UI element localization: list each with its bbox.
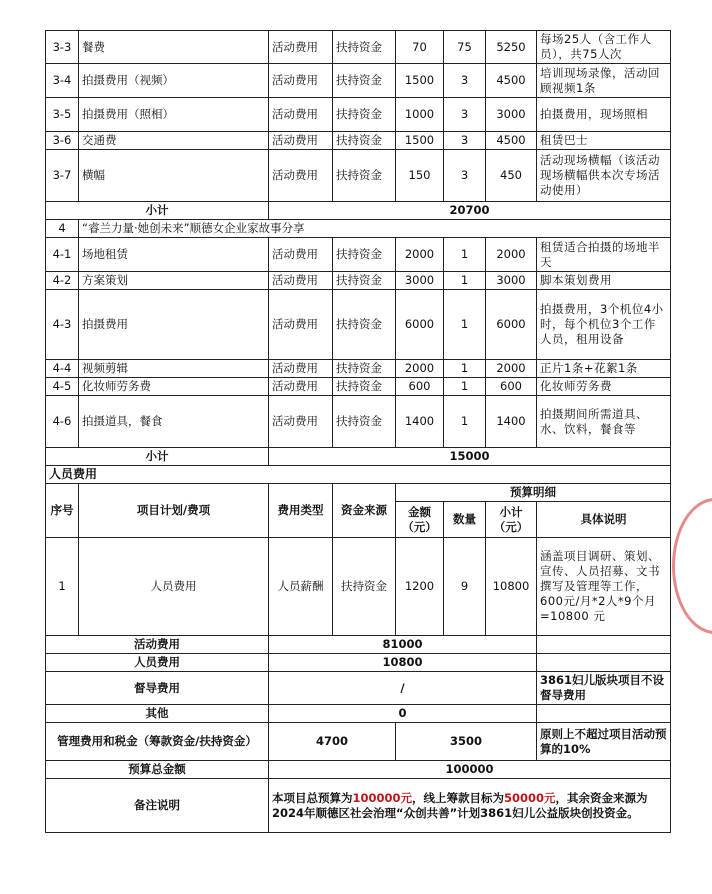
summary-value: 81000: [269, 636, 537, 654]
row-description: 正片1条+花絮1条: [537, 360, 671, 378]
row-number: 4-4: [46, 360, 79, 378]
row-item: 视频剪辑: [79, 360, 269, 378]
row-subtotal: 4500: [486, 64, 537, 98]
budget-item-row: [46, 396, 671, 448]
row-number: 4-1: [46, 238, 79, 272]
header-qty: 数量: [444, 502, 486, 538]
budget-item-row: [46, 98, 671, 132]
row-amount: 1500: [396, 132, 444, 150]
row-fund: 扶持资金: [333, 150, 396, 202]
row-subtotal: 600: [486, 378, 537, 396]
management-fee-label: 管理费用和税金（筹款资金/扶持资金）: [46, 723, 269, 761]
row-fund: 扶持资金: [333, 272, 396, 290]
row-fund: 扶持资金: [333, 290, 396, 360]
row-subtotal: 4500: [486, 132, 537, 150]
section4-number: 4: [46, 220, 79, 238]
summary-value: /: [269, 672, 537, 705]
section3-rows: [46, 31, 671, 202]
row-item: 横幅: [79, 150, 269, 202]
row-type: 活动费用: [269, 150, 333, 202]
personnel-fund: 扶持资金: [333, 538, 396, 636]
row-amount: 150: [396, 150, 444, 202]
subtotal-row-3: [46, 202, 671, 220]
summary-row: [46, 636, 671, 654]
row-amount: 1000: [396, 98, 444, 132]
personnel-item: 人员费用: [79, 538, 269, 636]
subtotal-label: 小计: [46, 448, 269, 466]
row-amount: 70: [396, 31, 444, 64]
remarks-online-target: 50000元: [504, 790, 556, 805]
official-seal-partial: [672, 498, 712, 634]
row-description: 脚本策划费用: [537, 272, 671, 290]
summary-row: [46, 705, 671, 723]
budget-item-row: [46, 150, 671, 202]
management-fee-row: [46, 723, 671, 761]
row-description: 租赁巴士: [537, 132, 671, 150]
summary-label: 督导费用: [46, 672, 269, 705]
header-no: 序号: [46, 484, 79, 538]
summary-row: [46, 672, 671, 705]
summary-row: [46, 654, 671, 672]
row-subtotal: 450: [486, 150, 537, 202]
section4-title: “睿兰力量·她创未来”顺德女企业家故事分享: [79, 220, 671, 238]
row-fund: 扶持资金: [333, 378, 396, 396]
row-number: 3-6: [46, 132, 79, 150]
header-desc: 具体说明: [537, 502, 671, 538]
section4-rows: [46, 238, 671, 448]
summary-rows: [46, 636, 671, 723]
row-qty: 1: [444, 360, 486, 378]
section4-header-row: [46, 220, 671, 238]
row-description: 拍摄费用，现场照相: [537, 98, 671, 132]
personnel-no: 1: [46, 538, 79, 636]
row-amount: 1500: [396, 64, 444, 98]
row-fund: 扶持资金: [333, 396, 396, 448]
row-number: 4-5: [46, 378, 79, 396]
total-budget-label: 预算总金额: [46, 761, 269, 779]
summary-label: 活动费用: [46, 636, 269, 654]
row-type: 活动费用: [269, 272, 333, 290]
row-amount: 2000: [396, 238, 444, 272]
remarks-text: [269, 779, 671, 833]
row-type: 活动费用: [269, 64, 333, 98]
row-qty: 3: [444, 150, 486, 202]
personnel-subtotal: 10800: [486, 538, 537, 636]
row-amount: 3000: [396, 272, 444, 290]
remarks-total-amount: 100000元: [352, 790, 413, 805]
row-qty: 3: [444, 132, 486, 150]
budget-item-row: [46, 64, 671, 98]
row-item: 方案策划: [79, 272, 269, 290]
total-budget-row: [46, 761, 671, 779]
budget-item-row: [46, 272, 671, 290]
header-type: 费用类型: [269, 484, 333, 538]
summary-label: 人员费用: [46, 654, 269, 672]
header-budget-detail: 预算明细: [396, 484, 671, 502]
personnel-section-row: [46, 466, 671, 484]
row-number: 3-7: [46, 150, 79, 202]
row-fund: 扶持资金: [333, 31, 396, 64]
remarks-label: 备注说明: [46, 779, 269, 833]
row-number: 3-5: [46, 98, 79, 132]
budget-item-row: [46, 290, 671, 360]
row-number: 3-3: [46, 31, 79, 64]
row-fund: 扶持资金: [333, 64, 396, 98]
summary-note: [537, 636, 671, 654]
management-fee-support: 3500: [396, 723, 537, 761]
row-type: 活动费用: [269, 98, 333, 132]
row-qty: 3: [444, 64, 486, 98]
row-item: 拍摄费用: [79, 290, 269, 360]
row-type: 活动费用: [269, 132, 333, 150]
personnel-type: 人员薪酬: [269, 538, 333, 636]
management-fee-note: 原则上不超过项目活动预算的10%: [537, 723, 671, 761]
budget-item-row: [46, 360, 671, 378]
row-type: 活动费用: [269, 396, 333, 448]
row-amount: 2000: [396, 360, 444, 378]
personnel-desc: 涵盖项目调研、策划、宣传、人员招募、文书撰写及管理等工作，600元/月*2人*9个月=10800 元: [537, 538, 671, 636]
row-qty: 1: [444, 396, 486, 448]
row-item: 餐费: [79, 31, 269, 64]
row-item: 场地租赁: [79, 238, 269, 272]
row-subtotal: 1400: [486, 396, 537, 448]
row-qty: 1: [444, 272, 486, 290]
row-number: 4-2: [46, 272, 79, 290]
header-item: 项目计划/费项: [79, 484, 269, 538]
row-qty: 1: [444, 238, 486, 272]
row-subtotal: 3000: [486, 98, 537, 132]
header-fund: 资金来源: [333, 484, 396, 538]
row-qty: 1: [444, 378, 486, 396]
row-description: 拍摄费用，3个机位4小时，每个机位3个工作人员，租用设备: [537, 290, 671, 360]
row-qty: 1: [444, 290, 486, 360]
personnel-header-row-1: [46, 484, 671, 502]
row-type: 活动费用: [269, 378, 333, 396]
budget-item-row: [46, 238, 671, 272]
row-item: 交通费: [79, 132, 269, 150]
row-type: 活动费用: [269, 360, 333, 378]
budget-item-row: [46, 31, 671, 64]
row-description: 租赁适合拍摄的场地半天: [537, 238, 671, 272]
row-description: 培训现场录像，活动回顾视频1条: [537, 64, 671, 98]
summary-note: [537, 654, 671, 672]
summary-note: [537, 705, 671, 723]
row-item: 化妆师劳务费: [79, 378, 269, 396]
row-subtotal: 6000: [486, 290, 537, 360]
total-budget-value: 100000: [269, 761, 671, 779]
remarks-text-part-3: ，其余资金来源为2024年顺德区社会治理“众创共善”计划3861妇儿公益版块创投资金。: [272, 790, 648, 820]
row-subtotal: 2000: [486, 360, 537, 378]
remarks-text-part-2: ，线上筹款目标为: [412, 790, 505, 805]
summary-note: 3861妇儿版块项目不设督导费用: [537, 672, 671, 705]
row-item: 拍摄道具，餐食: [79, 396, 269, 448]
row-subtotal: 2000: [486, 238, 537, 272]
row-description: 拍摄期间所需道具、水、饮料，餐食等: [537, 396, 671, 448]
header-amount: 金额（元）: [396, 502, 444, 538]
summary-label: 其他: [46, 705, 269, 723]
row-amount: 1400: [396, 396, 444, 448]
row-number: 4-3: [46, 290, 79, 360]
row-type: 活动费用: [269, 290, 333, 360]
row-description: 每场25人（含工作人员），共75人次: [537, 31, 671, 64]
budget-table: [45, 30, 671, 833]
management-fee-raised: 4700: [269, 723, 396, 761]
row-item: 拍摄费用（照相）: [79, 98, 269, 132]
row-qty: 75: [444, 31, 486, 64]
subtotal-value: 20700: [269, 202, 671, 220]
row-type: 活动费用: [269, 31, 333, 64]
row-subtotal: 3000: [486, 272, 537, 290]
row-number: 3-4: [46, 64, 79, 98]
row-type: 活动费用: [269, 238, 333, 272]
subtotal-row-4: [46, 448, 671, 466]
personnel-row: [46, 538, 671, 636]
remarks-text-part-1: 本项目总预算为: [272, 790, 353, 805]
row-fund: 扶持资金: [333, 98, 396, 132]
remarks-row: [46, 779, 671, 833]
row-fund: 扶持资金: [333, 132, 396, 150]
row-subtotal: 5250: [486, 31, 537, 64]
personnel-qty: 9: [444, 538, 486, 636]
personnel-section-title: 人员费用: [46, 466, 671, 484]
row-description: 活动现场横幅（该活动现场横幅供本次专场活动使用）: [537, 150, 671, 202]
summary-value: 0: [269, 705, 537, 723]
subtotal-value: 15000: [269, 448, 671, 466]
row-item: 拍摄费用（视频）: [79, 64, 269, 98]
row-description: 化妆师劳务费: [537, 378, 671, 396]
row-fund: 扶持资金: [333, 238, 396, 272]
subtotal-label: 小计: [46, 202, 269, 220]
budget-item-row: [46, 132, 671, 150]
row-amount: 6000: [396, 290, 444, 360]
personnel-amount: 1200: [396, 538, 444, 636]
summary-value: 10800: [269, 654, 537, 672]
header-subtotal: 小计（元）: [486, 502, 537, 538]
budget-item-row: [46, 378, 671, 396]
row-qty: 3: [444, 98, 486, 132]
row-fund: 扶持资金: [333, 360, 396, 378]
row-amount: 600: [396, 378, 444, 396]
row-number: 4-6: [46, 396, 79, 448]
